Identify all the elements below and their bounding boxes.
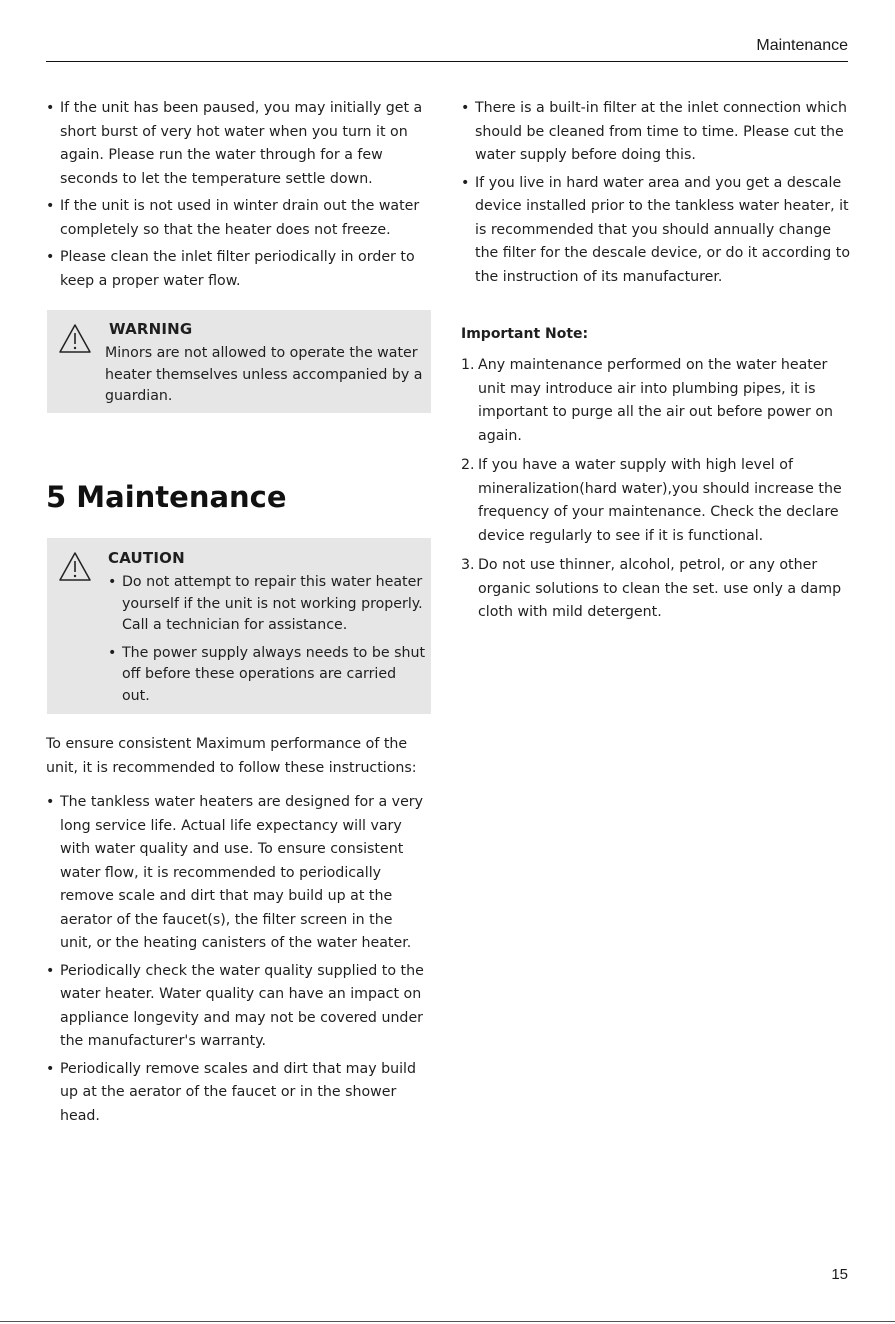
caution-box: [47, 538, 431, 714]
list-item: • The tankless water heaters are designed for a very long service life. Actual life expectancy will vary with water quality and use. To ensure consistent water flow, it is recommended to periodically remove scale and dirt that may build up at the aerator of the faucet(s), the filter screen in the unit, or the heating canisters of the water heater.: [46, 791, 428, 956]
list-item: • If the unit has been paused, you may initially get a short burst of very hot water when you turn it on again. Please run the water through for a few seconds to let the temperature settle down.: [46, 97, 426, 191]
list-number: 3.: [461, 557, 475, 573]
warning-triangle-icon: [58, 322, 92, 356]
list-item: • Periodically remove scales and dirt that may build up at the aerator of the faucet or in the shower head.: [46, 1058, 428, 1129]
list-item: • If you live in hard water area and you get a descale device installed prior to the tankless water heater, it is recommended that you should annually change the filter for the descale device, or do it according to the instruction of its manufacturer.: [461, 172, 851, 290]
warning-box: [47, 310, 431, 413]
warning-title: WARNING: [109, 320, 193, 338]
list-number: 2.: [461, 457, 475, 473]
caution-list: [108, 572, 426, 711]
list-item: • The power supply always needs to be shut off before these operations are carried out.: [108, 643, 426, 708]
important-note-title: Important Note:: [461, 326, 589, 342]
list-item-text: If you have a water supply with high level of mineralization(hard water),you should increase the frequency of your maintenance. Check the declare device regularly to see if it is functional.: [478, 457, 842, 544]
intro-paragraph: To ensure consistent Maximum performance of the unit, it is recommended to follow these instructions:: [46, 736, 417, 776]
section-heading: 5 Maintenance: [46, 480, 287, 514]
list-item: • Please clean the inlet filter periodically in order to keep a proper water flow.: [46, 246, 426, 293]
warning-triangle-icon: [58, 550, 92, 584]
intro-bullet-list: [46, 97, 426, 297]
list-item: • Periodically check the water quality supplied to the water heater. Water quality can have an impact on appliance longevity and may not be covered under the manufacturer's warranty.: [46, 960, 428, 1054]
header-title: Maintenance: [756, 37, 848, 54]
page-number: 15: [831, 1266, 848, 1283]
list-number: 1.: [461, 357, 475, 373]
list-item-text: Do not use thinner, alcohol, petrol, or any other organic solutions to clean the set. use only a damp cloth with mild detergent.: [478, 557, 842, 620]
maintenance-bullet-list: [46, 791, 428, 1132]
bottom-rule: [0, 1321, 895, 1322]
warning-text: Minors are not allowed to operate the water heater themselves unless accompanied by a guardian.: [105, 345, 423, 404]
list-item: • If the unit is not used in winter drain out the water completely so that the heater does not freeze.: [46, 195, 426, 242]
header-rule: [46, 61, 848, 62]
list-item: • Do not attempt to repair this water heater yourself if the unit is not working properly. Call a technician for assistance.: [108, 572, 426, 637]
list-item: [461, 354, 847, 448]
list-item: • There is a built-in filter at the inlet connection which should be cleaned from time to time. Please cut the water supply before doing this.: [461, 97, 851, 168]
important-note-list: [461, 354, 847, 631]
list-item: [461, 554, 847, 625]
right-bullet-list: [461, 97, 851, 293]
list-item-text: Any maintenance performed on the water heater unit may introduce air into plumbing pipes, it is important to purge all the air out before power on again.: [478, 357, 833, 444]
caution-title: CAUTION: [108, 549, 185, 567]
list-item: [461, 454, 847, 548]
